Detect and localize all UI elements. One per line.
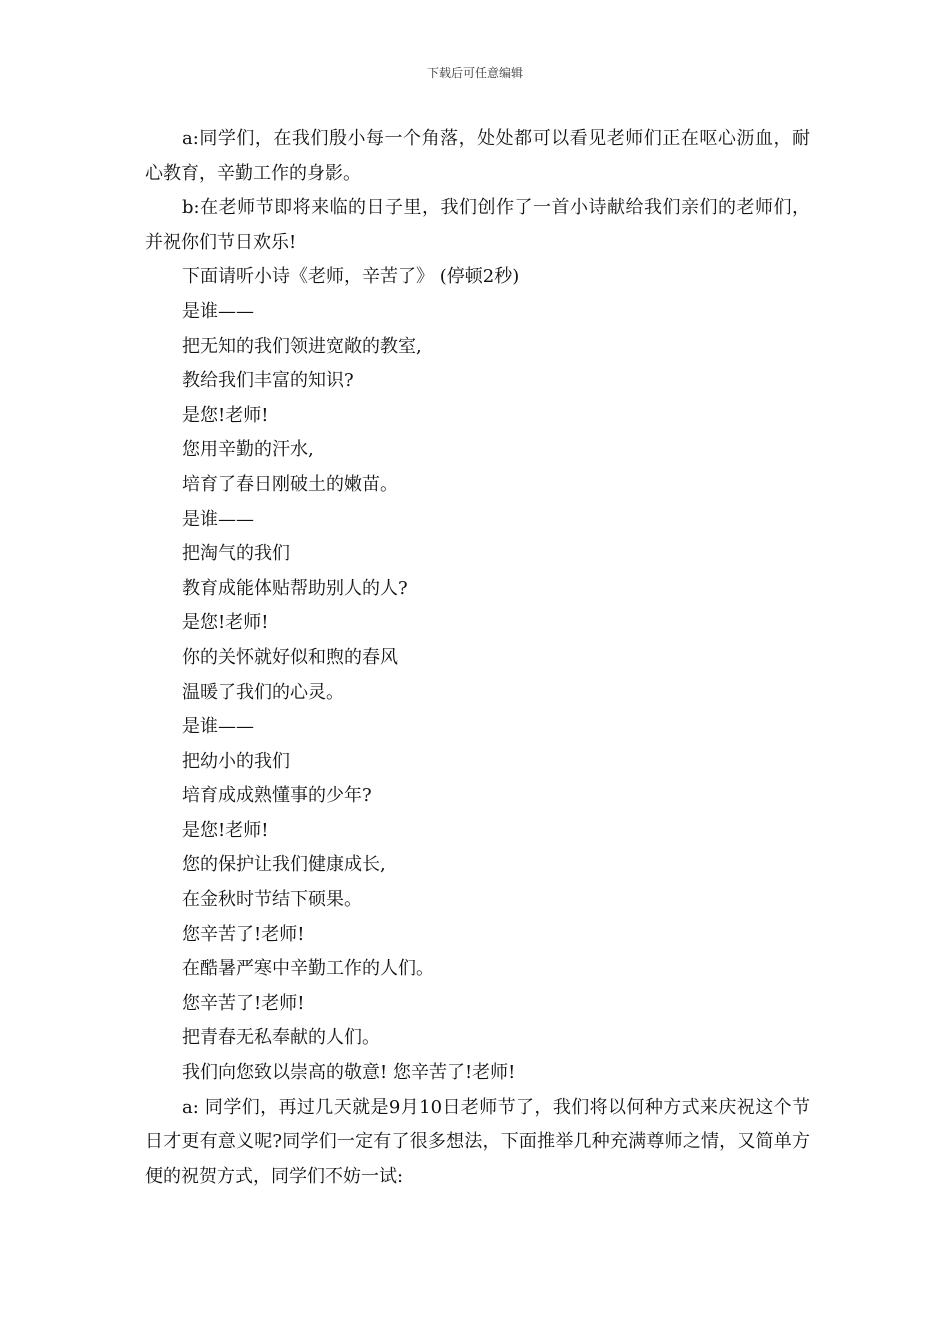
poem-line: 教育成能体贴帮助别人的人? bbox=[182, 577, 408, 599]
poem-line: 培育成成熟懂事的少年? bbox=[182, 785, 372, 807]
poem-line: 把无知的我们领进宽敞的教室, bbox=[182, 335, 422, 357]
poem-line: 是您!老师! bbox=[182, 404, 269, 426]
poem-line: 我们向您致以崇高的敬意! 您辛苦了!老师! bbox=[182, 1062, 516, 1084]
poem-line: 把青春无私奉献的人们。 bbox=[182, 1027, 380, 1049]
poem-line: 您用辛勤的汗水, bbox=[182, 439, 314, 461]
poem-line: 你的关怀就好似和煦的春风 bbox=[182, 646, 398, 668]
paragraph: a:同学们，在我们殷小每一个角落，处处都可以看见老师们正在呕心沥血，耐心教育，辛勤工作的身影。 bbox=[145, 128, 810, 184]
poem-line: 是谁—— bbox=[182, 508, 254, 530]
poem-line: 您辛苦了!老师! bbox=[182, 992, 305, 1014]
paragraph: b:在老师节即将来临的日子里，我们创作了一首小诗献给我们亲们的老师们，并祝你们节日欢乐! bbox=[145, 197, 810, 253]
paragraph: a: 同学们，再过几天就是9月10日老师节了，我们将以何种方式来庆祝这个节日才更有意义呢?同学们一定有了很多想法，下面推举几种充满尊师之情，又简单方便的祝贺方式，同学们不妨一试: bbox=[145, 1096, 810, 1187]
poem-line: 把淘气的我们 bbox=[182, 543, 290, 565]
poem-line: 培育了春日刚破土的嫩苗。 bbox=[182, 473, 398, 495]
poem-line: 在金秋时节结下硕果。 bbox=[182, 889, 362, 911]
poem-line: 是谁—— bbox=[182, 716, 254, 738]
poem-line: 温暖了我们的心灵。 bbox=[182, 681, 344, 703]
document-body bbox=[145, 122, 810, 1194]
paragraph: 下面请听小诗《老师，辛苦了》 (停顿2秒) bbox=[182, 266, 520, 288]
poem-line: 在酷暑严寒中辛勤工作的人们。 bbox=[182, 958, 434, 980]
poem-line: 是您!老师! bbox=[182, 612, 269, 634]
poem-line: 是谁—— bbox=[182, 300, 254, 322]
poem-line: 是您!老师! bbox=[182, 819, 269, 841]
poem-line: 您辛苦了!老师! bbox=[182, 923, 305, 945]
poem-line: 教给我们丰富的知识? bbox=[182, 370, 354, 392]
page-header: 下载后可任意编辑 bbox=[426, 66, 523, 80]
poem-line: 您的保护让我们健康成长, bbox=[182, 854, 386, 876]
poem-line: 把幼小的我们 bbox=[182, 750, 290, 772]
